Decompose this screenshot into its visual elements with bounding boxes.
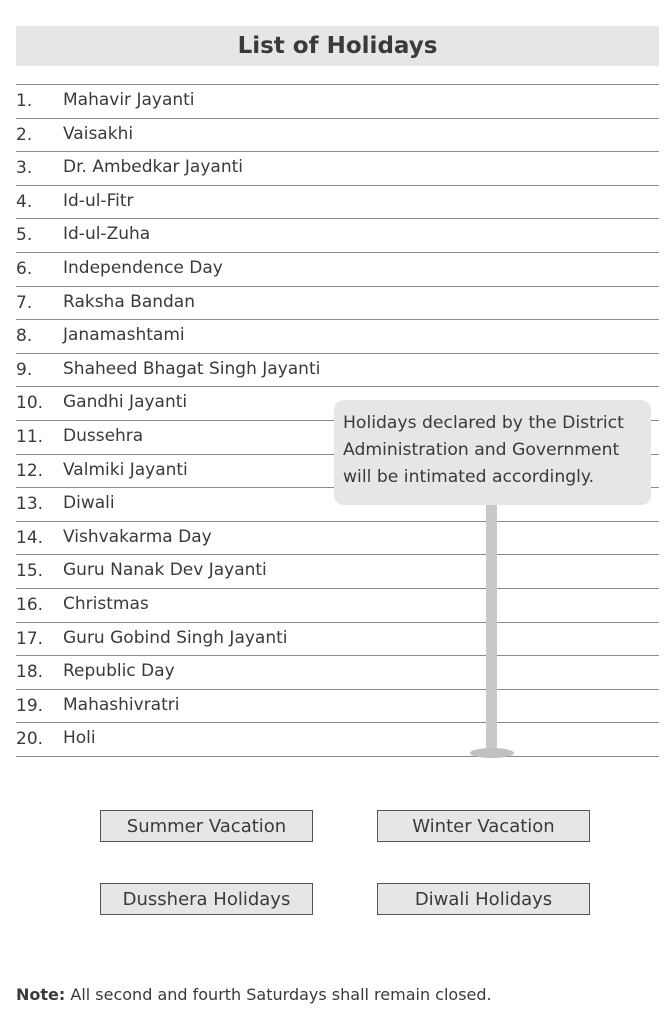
list-item-number: 7. [16,292,33,313]
list-item [16,690,659,724]
list-item [16,656,659,690]
list-item-number: 2. [16,124,33,145]
footer-note [16,985,492,1004]
list-item-number: 1. [16,91,33,111]
list-item-number: 3. [16,158,33,179]
list-item-number: 20. [16,729,44,750]
list-item-name: Christmas [63,593,149,614]
list-item-name: Valmiki Jayanti [63,459,188,480]
list-item-number: 4. [16,191,33,212]
list-item-name: Dr. Ambedkar Jayanti [63,157,243,178]
list-item-name: Holi [63,728,96,749]
list-item-number: 18. [16,662,44,683]
signpost-base [470,748,514,758]
list-item [16,152,659,186]
list-item-number: 15. [16,561,44,582]
list-item [16,589,659,623]
list-item-name: Vaisakhi [63,123,134,144]
list-item-number: 6. [16,258,33,279]
list-item [16,555,659,589]
list-item-name: Diwali [63,493,115,514]
list-item-name: Independence Day [63,257,223,278]
notice-line: will be intimated accordingly. [343,467,595,487]
list-item-number: 19. [16,695,44,716]
list-item [16,623,659,657]
list-item-number: 5. [16,225,33,246]
list-item-name: Guru Nanak Dev Jayanti [63,560,267,581]
list-item [16,219,659,253]
list-item [16,723,659,757]
list-item [16,119,659,153]
winter-vacation-button[interactable]: Winter Vacation [377,810,590,842]
notice-board [334,400,651,505]
list-item-number: 11. [16,426,44,447]
list-item-name: Republic Day [63,661,175,682]
list-item-name: Gandhi Jayanti [63,392,188,413]
signpost-pole [486,500,497,750]
summer-vacation-button[interactable]: Summer Vacation [100,810,313,842]
list-item-name: Mahavir Jayanti [63,90,195,110]
list-item-number: 14. [16,527,44,548]
list-item [16,354,659,388]
list-item-name: Id-ul-Zuha [63,224,151,245]
title-bar [16,26,659,66]
list-item-number: 9. [16,359,33,380]
list-item-number: 16. [16,594,44,615]
list-item [16,287,659,321]
list-item-name: Dussehra [63,425,144,446]
list-item-name: Janamashtami [63,325,185,346]
list-item-name: Shaheed Bhagat Singh Jayanti [63,358,321,379]
list-item-name: Raksha Bandan [63,291,195,312]
list-item [16,320,659,354]
list-item [16,253,659,287]
notice-line: Administration and Government [343,440,620,460]
list-item-number: 10. [16,393,44,414]
list-item [16,85,659,119]
page-title: List of Holidays [237,33,438,59]
list-item-name: Vishvakarma Day [63,526,212,547]
list-item-number: 8. [16,326,33,347]
list-item-name: Id-ul-Fitr [63,190,134,211]
list-item [16,522,659,556]
note-label: Note: [16,985,66,1004]
list-item-name: Mahashivratri [63,694,180,715]
notice-line: Holidays declared by the District [343,413,624,433]
list-item-number: 13. [16,494,44,515]
list-item [16,186,659,220]
dusshera-holidays-button[interactable]: Dusshera Holidays [100,883,313,915]
list-item-number: 12. [16,460,44,481]
list-item-number: 17. [16,628,44,649]
list-item-name: Guru Gobind Singh Jayanti [63,627,288,648]
diwali-holidays-button[interactable]: Diwali Holidays [377,883,590,915]
note-text: All second and fourth Saturdays shall remain closed. [65,985,492,1004]
